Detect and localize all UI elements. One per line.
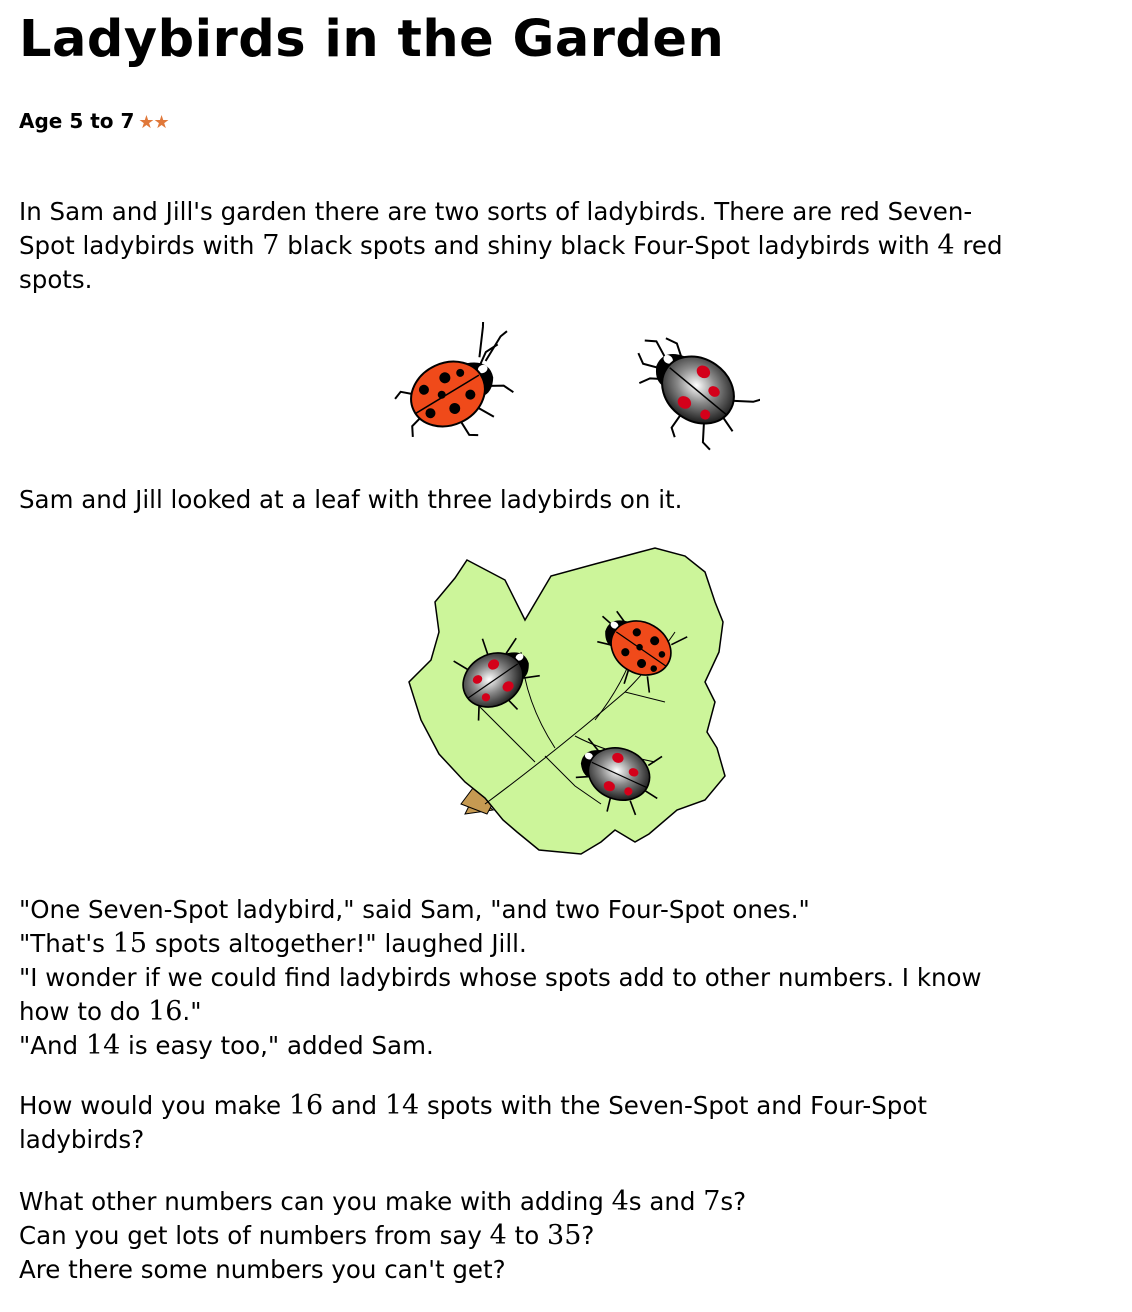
dialogue-line: "And 14 is easy too," added Sam.: [19, 1030, 434, 1061]
question-paragraph-2: [19, 1185, 1119, 1287]
ladybirds-illustration: [380, 322, 760, 452]
age-rating: [19, 108, 169, 136]
intro-line: spots.: [19, 265, 93, 294]
intro-line: In Sam and Jill's garden there are two sorts of ladybirds. There are red Seven-: [19, 197, 973, 226]
question-line: ladybirds?: [19, 1125, 145, 1154]
leaf-icon: [409, 548, 725, 854]
dialogue-line: "One Seven-Spot ladybird," said Sam, "and two Four-Spot ones.": [19, 895, 810, 924]
leaf-illustration: [405, 542, 735, 862]
dialogue-line: "I wonder if we could find ladybirds whose spots add to other numbers. I know: [19, 963, 982, 992]
question-line: Can you get lots of numbers from say 4 to 35?: [19, 1220, 595, 1251]
intro-paragraph: [19, 195, 1119, 297]
intro-line: Spot ladybirds with 7 black spots and shiny black Four-Spot ladybirds with 4 red: [19, 230, 1003, 261]
dialogue-paragraph: [19, 893, 1119, 1063]
question-paragraph-1: [19, 1089, 1119, 1157]
leaf-sentence: Sam and Jill looked at a leaf with three ladybirds on it.: [19, 485, 683, 514]
dialogue-line: how to do 16.": [19, 996, 202, 1027]
question-line: What other numbers can you make with adding 4s and 7s?: [19, 1186, 747, 1217]
seven-spot-ladybird-icon: [380, 322, 542, 452]
star-rating-icon: ★★: [138, 112, 169, 133]
question-line: How would you make 16 and 14 spots with the Seven-Spot and Four-Spot: [19, 1090, 927, 1121]
four-spot-ladybird-icon: [609, 322, 760, 452]
question-line: Are there some numbers you can't get?: [19, 1255, 506, 1284]
age-label: Age 5 to 7: [19, 109, 135, 133]
page-title: Ladybirds in the Garden: [19, 10, 725, 69]
dialogue-line: "That's 15 spots altogether!" laughed Jill.: [19, 928, 527, 959]
